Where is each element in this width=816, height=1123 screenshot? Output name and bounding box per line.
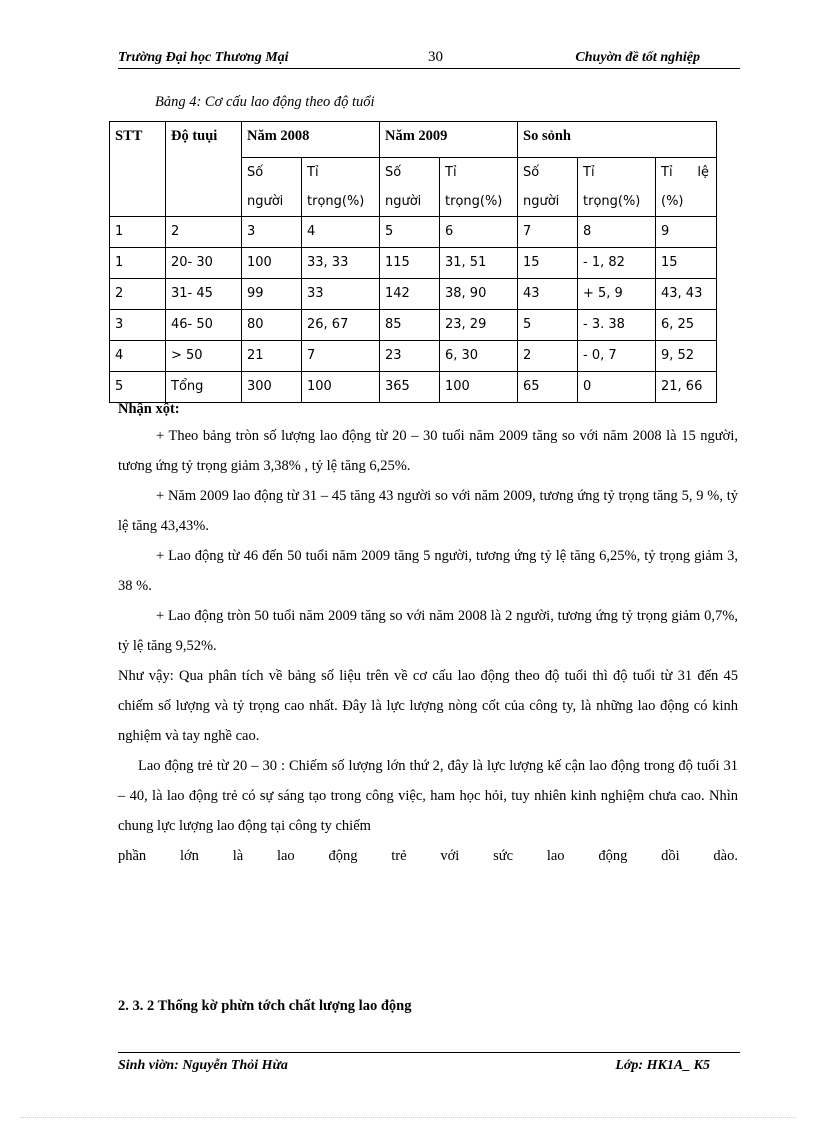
header-stt: STT bbox=[110, 122, 166, 217]
table-cell: 9 bbox=[656, 217, 717, 248]
page-edge-divider bbox=[20, 1117, 796, 1118]
table-cell: 7 bbox=[518, 217, 578, 248]
table-cell: 100 bbox=[440, 372, 518, 403]
table-cell: - 3. 38 bbox=[578, 310, 656, 341]
table-cell: 31, 51 bbox=[440, 248, 518, 279]
table-cell: 1 bbox=[110, 217, 166, 248]
table-row bbox=[110, 310, 717, 341]
table-cell: 5 bbox=[110, 372, 166, 403]
header-topic: Chuyờn đề tốt nghiệp bbox=[575, 50, 700, 65]
paragraph-3: + Lao động từ 46 đến 50 tuổi năm 2009 tăng 5 người, tương ứng tỷ lệ tăng 6,25%, tỷ trọng giảm 3, 38 %. bbox=[118, 548, 738, 594]
page-number: 30 bbox=[428, 49, 443, 65]
table-cell: 43, 43 bbox=[656, 279, 717, 310]
table-row bbox=[110, 248, 717, 279]
table-cell: > 50 bbox=[166, 341, 242, 372]
table-cell: 365 bbox=[380, 372, 440, 403]
table-cell: - 1, 82 bbox=[578, 248, 656, 279]
table-cell: Tổng bbox=[166, 372, 242, 403]
table-cell: 2 bbox=[518, 341, 578, 372]
table-cell: 115 bbox=[380, 248, 440, 279]
body-text bbox=[118, 397, 738, 871]
paragraph-6: Lao động trẻ từ 20 – 30 : Chiếm số lượng lớn thứ 2, đây là lực lượng kế cận lao động trong độ tuổi 31 – 40, là lao động trẻ có sự sáng tạo trong công việc, ham học hỏi, tuy nhiên kinh nghiệm chưa cao. Nhìn chung lực lượng lao động tại công ty chiếm bbox=[118, 758, 738, 834]
table-row bbox=[110, 217, 717, 248]
table-caption: Bảng 4: Cơ cấu lao động theo độ tuổi bbox=[155, 94, 375, 110]
table-cell: 31- 45 bbox=[166, 279, 242, 310]
table-cell: 33, 33 bbox=[302, 248, 380, 279]
remark-title: Nhận xột: bbox=[118, 401, 180, 417]
table-cell: 2 bbox=[110, 279, 166, 310]
table-cell: 2 bbox=[166, 217, 242, 248]
table-cell: 5 bbox=[518, 310, 578, 341]
footer-student: Sinh viờn: Nguyễn Thỏi Hừa bbox=[118, 1058, 288, 1073]
table-cell: 6, 25 bbox=[656, 310, 717, 341]
subheader-so-nguoi-compare: Số người bbox=[518, 158, 578, 217]
paragraph-6-last-line: phần lớn là lao động trẻ với sức lao động dồi dào. bbox=[118, 848, 738, 864]
paragraph-1: + Theo bảng tròn số lượng lao động từ 20 – 30 tuổi năm 2009 tăng so với năm 2008 là 15 người, tương ứng tỷ trọng giảm 3,38% , tỷ lệ tăng 6,25%. bbox=[118, 428, 738, 474]
paragraph-4: + Lao động tròn 50 tuổi năm 2009 tăng so với năm 2008 là 2 người, tương ứng tỷ trọng giảm 0,7%, tỷ lệ tăng 9,52%. bbox=[118, 608, 738, 654]
age-structure-table bbox=[109, 121, 717, 403]
table-cell: 21, 66 bbox=[656, 372, 717, 403]
table-cell: 85 bbox=[380, 310, 440, 341]
subheader-ti-le: Tỉ lệ (%) bbox=[656, 158, 717, 217]
table-cell: 26, 67 bbox=[302, 310, 380, 341]
subheader-so-nguoi-2009: Số người bbox=[380, 158, 440, 217]
table-cell: 23 bbox=[380, 341, 440, 372]
table-cell: 46- 50 bbox=[166, 310, 242, 341]
table-cell: + 5, 9 bbox=[578, 279, 656, 310]
paragraph-2: + Năm 2009 lao động từ 31 – 45 tăng 43 người so với năm 2009, tương ứng tỷ trọng tăng 5, 9 %, tỷ lệ tăng 43,43%. bbox=[118, 488, 738, 534]
header-school: Trường Đại học Thương Mại bbox=[118, 50, 289, 65]
table-cell: 65 bbox=[518, 372, 578, 403]
paragraph-5: Như vậy: Qua phân tích về bảng số liệu trên về cơ cấu lao động theo độ tuổi thì độ tuổi từ 31 đến 45 chiếm số lượng và tỷ trọng cao nhất. Đây là lực lượng nòng cốt của công ty, là những lao động có kinh nghiệm và tay nghề cao. bbox=[118, 668, 738, 744]
subheader-ti-trong-2008: Tỉ trọng(%) bbox=[302, 158, 380, 217]
page-footer bbox=[118, 1052, 740, 1077]
table-cell: 7 bbox=[302, 341, 380, 372]
page-header bbox=[118, 48, 740, 69]
table-cell: 23, 29 bbox=[440, 310, 518, 341]
subheader-ti-trong-compare: Tỉ trọng(%) bbox=[578, 158, 656, 217]
header-2008: Năm 2008 bbox=[242, 122, 380, 158]
table-cell: 8 bbox=[578, 217, 656, 248]
section-heading: 2. 3. 2 Thống kờ phừn tớch chất lượng lao động bbox=[118, 998, 412, 1014]
header-age: Độ tuụi bbox=[166, 122, 242, 217]
header-2009: Năm 2009 bbox=[380, 122, 518, 158]
subheader-ti-trong-2009: Tỉ trọng(%) bbox=[440, 158, 518, 217]
table-cell: 43 bbox=[518, 279, 578, 310]
table-cell: 21 bbox=[242, 341, 302, 372]
table-cell: 99 bbox=[242, 279, 302, 310]
table-cell: 3 bbox=[110, 310, 166, 341]
table-cell: 15 bbox=[656, 248, 717, 279]
subheader-so-nguoi-2008: Số người bbox=[242, 158, 302, 217]
table-cell: - 0, 7 bbox=[578, 341, 656, 372]
table-cell: 33 bbox=[302, 279, 380, 310]
table-cell: 9, 52 bbox=[656, 341, 717, 372]
table-cell: 5 bbox=[380, 217, 440, 248]
table-cell: 3 bbox=[242, 217, 302, 248]
table-cell: 6 bbox=[440, 217, 518, 248]
table-row bbox=[110, 341, 717, 372]
table-cell: 0 bbox=[578, 372, 656, 403]
table-row bbox=[110, 279, 717, 310]
table-cell: 100 bbox=[302, 372, 380, 403]
table-cell: 100 bbox=[242, 248, 302, 279]
table-cell: 15 bbox=[518, 248, 578, 279]
table-cell: 142 bbox=[380, 279, 440, 310]
table-cell: 20- 30 bbox=[166, 248, 242, 279]
table-cell: 6, 30 bbox=[440, 341, 518, 372]
table-cell: 1 bbox=[110, 248, 166, 279]
footer-class: Lớp: HK1A_ K5 bbox=[615, 1058, 710, 1073]
header-compare: So sỏnh bbox=[518, 122, 717, 158]
table-cell: 4 bbox=[110, 341, 166, 372]
table-cell: 80 bbox=[242, 310, 302, 341]
table-cell: 38, 90 bbox=[440, 279, 518, 310]
table-cell: 300 bbox=[242, 372, 302, 403]
table-cell: 4 bbox=[302, 217, 380, 248]
